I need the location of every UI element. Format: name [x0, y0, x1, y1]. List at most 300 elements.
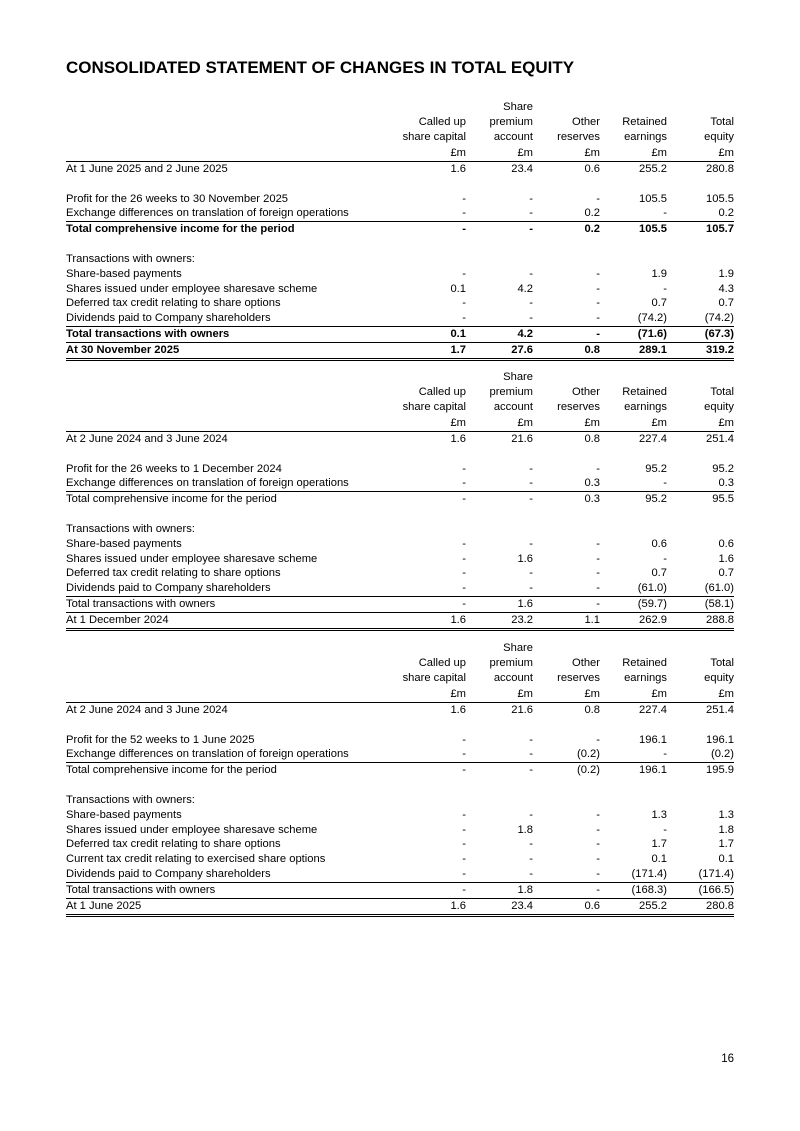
total-row	[66, 882, 734, 898]
cell-value: -	[399, 311, 466, 326]
cell-value: -	[529, 537, 533, 550]
cell-value: 0.3	[584, 493, 600, 506]
cell-value: 1.8	[718, 823, 734, 836]
spacer-row	[66, 177, 734, 192]
cell-value: (58.1)	[667, 597, 734, 613]
cell-value: 1.3	[718, 808, 734, 821]
col-unit: £m	[533, 416, 600, 432]
cell-value: 0.6	[651, 537, 667, 550]
cell-value	[399, 522, 466, 537]
total-row	[66, 327, 734, 343]
cell-value: 0.7	[651, 567, 667, 580]
col-header	[399, 641, 466, 656]
cell-value: -	[462, 853, 466, 866]
cell-value: 251.4	[706, 432, 734, 445]
table-row	[66, 552, 734, 567]
cell-value: -	[596, 537, 600, 550]
col-unit: £m	[533, 687, 600, 703]
table-row	[66, 522, 734, 537]
cell-value: -	[529, 223, 533, 236]
row-label: Current tax credit relating to exercised share options	[66, 853, 326, 866]
cell-value: -	[529, 493, 533, 506]
cell-value: 1.9	[651, 267, 667, 280]
row-label: Shares issued under employee sharesave scheme	[66, 823, 318, 836]
row-label: Profit for the 52 weeks to 1 June 2025	[66, 733, 255, 746]
cell-value: 105.7	[706, 223, 734, 236]
cell-value: 0.8	[584, 703, 600, 716]
cell-value: 0.6	[718, 537, 734, 550]
row-label: Profit for the 26 weeks to 1 December 2024	[66, 462, 282, 475]
cell-value: 4.2	[517, 282, 533, 295]
cell-value: 255.2	[600, 898, 667, 915]
col-header	[600, 370, 667, 385]
col-header: equity	[704, 672, 734, 685]
cell-value	[466, 252, 533, 267]
cell-value: -	[600, 206, 667, 221]
table-row	[66, 282, 734, 297]
cell-value: 0.3	[667, 476, 734, 491]
cell-value: 1.6	[517, 552, 533, 565]
cell-value: 1.6	[450, 162, 466, 175]
cell-value	[533, 522, 600, 537]
cell-value: -	[596, 267, 600, 280]
equity-table-h1-2025	[66, 100, 734, 361]
cell-value: 1.6	[718, 552, 734, 565]
cell-value: (0.2)	[667, 747, 734, 762]
cell-value: -	[529, 267, 533, 280]
cell-value: -	[663, 823, 667, 836]
cell-value: 280.8	[706, 162, 734, 175]
cell-value: 0.7	[651, 297, 667, 310]
row-label: Total transactions with owners	[66, 597, 399, 613]
cell-value: (74.2)	[600, 311, 667, 326]
cell-value: 23.4	[511, 162, 533, 175]
cell-value: (71.6)	[600, 327, 667, 343]
cell-value: 95.2	[645, 493, 667, 506]
cell-value: 0.1	[450, 282, 466, 295]
col-header: Called up	[418, 386, 466, 399]
cell-value: -	[529, 808, 533, 821]
row-label: Total comprehensive income for the period	[66, 493, 277, 506]
row-label: At 2 June 2024 and 3 June 2024	[66, 432, 228, 445]
cell-value: 1.6	[450, 703, 466, 716]
col-unit: £m	[667, 146, 734, 162]
cell-value: -	[529, 192, 533, 205]
cell-value: (0.2)	[533, 747, 600, 762]
col-header: Retained	[622, 386, 667, 399]
cell-value: 4.3	[718, 282, 734, 295]
cell-value: -	[596, 297, 600, 310]
cell-value: (59.7)	[600, 597, 667, 613]
row-label: Total transactions with owners	[66, 327, 399, 343]
row-label: At 1 December 2024	[66, 612, 399, 629]
cell-value: 288.8	[667, 612, 734, 629]
row-label: Total transactions with owners	[66, 882, 399, 898]
cell-value: 1.7	[651, 838, 667, 851]
col-header: Retained	[622, 116, 667, 129]
table-row	[66, 476, 734, 491]
cell-value: 0.7	[718, 297, 734, 310]
cell-value: -	[466, 206, 533, 221]
cell-value: (0.2)	[576, 764, 600, 777]
equity-table-fy-2025	[66, 641, 734, 917]
table-row	[66, 431, 734, 446]
closing-balance-row	[66, 612, 734, 629]
col-header: Other	[572, 657, 600, 670]
cell-value	[667, 522, 734, 537]
cell-value: -	[462, 808, 466, 821]
row-label: Deferred tax credit relating to share options	[66, 838, 281, 851]
table-row	[66, 837, 734, 852]
spacer-row	[66, 778, 734, 793]
cell-value: -	[596, 192, 600, 205]
total-row	[66, 597, 734, 613]
cell-value: 195.9	[706, 764, 734, 777]
cell-value: -	[399, 882, 466, 898]
cell-value: (61.0)	[667, 581, 734, 596]
col-unit: £m	[600, 687, 667, 703]
col-unit: £m	[466, 146, 533, 162]
row-label: At 30 November 2025	[66, 342, 399, 359]
col-header: Share	[503, 642, 533, 654]
column-header-line-1	[66, 100, 734, 115]
col-header	[667, 100, 734, 115]
cell-value: -	[596, 552, 600, 565]
cell-value: -	[462, 462, 466, 475]
cell-value: (61.0)	[600, 581, 667, 596]
col-header: premium	[489, 657, 533, 670]
cell-value: 227.4	[639, 703, 667, 716]
column-header-line-2	[66, 115, 734, 130]
col-header	[533, 100, 600, 115]
cell-value: -	[663, 552, 667, 565]
cell-value: -	[466, 476, 533, 491]
column-header-line-1	[66, 641, 734, 656]
cell-value	[399, 252, 466, 267]
col-unit: £m	[399, 687, 466, 703]
cell-value: -	[462, 537, 466, 550]
cell-value: -	[533, 581, 600, 596]
row-label: At 1 June 2025 and 2 June 2025	[66, 162, 228, 175]
cell-value: 0.3	[533, 476, 600, 491]
cell-value: 0.1	[399, 327, 466, 343]
equity-table-h1-2024	[66, 370, 734, 631]
cell-value: -	[466, 581, 533, 596]
row-label: Transactions with owners:	[66, 252, 195, 265]
cell-value: 0.2	[584, 223, 600, 236]
col-unit: £m	[399, 416, 466, 432]
cell-value: -	[529, 733, 533, 746]
table-row	[66, 296, 734, 311]
col-unit: £m	[667, 416, 734, 432]
col-header: earnings	[624, 401, 667, 414]
row-label: Exchange differences on translation of foreign operations	[66, 206, 399, 221]
col-header: share capital	[402, 131, 466, 144]
column-header-line-1	[66, 370, 734, 385]
cell-value: 0.7	[718, 567, 734, 580]
cell-value	[399, 793, 466, 808]
cell-value: -	[596, 853, 600, 866]
col-header: share capital	[402, 401, 466, 414]
col-header	[399, 370, 466, 385]
col-header	[533, 370, 600, 385]
cell-value: -	[529, 462, 533, 475]
cell-value: -	[596, 567, 600, 580]
col-header: Called up	[418, 657, 466, 670]
cell-value: -	[663, 282, 667, 295]
column-header-line-2	[66, 385, 734, 400]
table-row	[66, 537, 734, 552]
row-label: Share-based payments	[66, 808, 182, 821]
cell-value: -	[466, 311, 533, 326]
cell-value: -	[462, 192, 466, 205]
spacer-row	[66, 718, 734, 733]
row-label: Dividends paid to Company shareholders	[66, 581, 399, 596]
spacer-row	[66, 237, 734, 252]
cell-value	[667, 793, 734, 808]
column-header-line-3	[66, 671, 734, 686]
cell-value: -	[462, 838, 466, 851]
col-header: Share	[503, 101, 533, 113]
row-label: Total comprehensive income for the period	[66, 764, 277, 777]
col-header: equity	[704, 131, 734, 144]
cell-value: -	[533, 882, 600, 898]
cell-value: 105.5	[706, 192, 734, 205]
cell-value	[600, 522, 667, 537]
col-header	[600, 100, 667, 115]
table-row	[66, 823, 734, 838]
cell-value: -	[600, 747, 667, 762]
row-label: Profit for the 26 weeks to 30 November 2025	[66, 192, 289, 205]
table-row	[66, 867, 734, 882]
cell-value	[466, 522, 533, 537]
cell-value: -	[529, 297, 533, 310]
cell-value: -	[462, 223, 466, 236]
cell-value: (168.3)	[600, 882, 667, 898]
table-row	[66, 462, 734, 477]
cell-value: 0.1	[651, 853, 667, 866]
cell-value: -	[596, 282, 600, 295]
row-label: Shares issued under employee sharesave scheme	[66, 282, 318, 295]
cell-value: 227.4	[639, 432, 667, 445]
col-header: premium	[489, 116, 533, 129]
column-header-line-3	[66, 400, 734, 415]
cell-value: (74.2)	[667, 311, 734, 326]
cell-value: 0.6	[584, 162, 600, 175]
cell-value: -	[529, 567, 533, 580]
row-label: Share-based payments	[66, 537, 182, 550]
spacer-row	[66, 447, 734, 462]
col-unit: £m	[399, 146, 466, 162]
col-header: Total	[710, 116, 734, 129]
cell-value: 21.6	[511, 432, 533, 445]
cell-value: -	[466, 867, 533, 882]
cell-value: 280.8	[667, 898, 734, 915]
col-header: share capital	[402, 672, 466, 685]
col-header: reserves	[557, 672, 600, 685]
row-label: At 2 June 2024 and 3 June 2024	[66, 703, 228, 716]
col-header: account	[493, 131, 533, 144]
cell-value: 1.3	[651, 808, 667, 821]
cell-value: 1.6	[450, 432, 466, 445]
cell-value: 1.8	[466, 882, 533, 898]
row-label: Shares issued under employee sharesave scheme	[66, 552, 318, 565]
total-row	[66, 222, 734, 237]
col-header	[667, 370, 734, 385]
table-row	[66, 206, 734, 221]
cell-value	[466, 793, 533, 808]
cell-value: 1.6	[466, 597, 533, 613]
cell-value: 1.6	[399, 898, 466, 915]
cell-value: -	[596, 808, 600, 821]
cell-value: 95.2	[645, 462, 667, 475]
cell-value: -	[462, 297, 466, 310]
cell-value: 95.2	[712, 462, 734, 475]
cell-value: 289.1	[600, 342, 667, 359]
cell-value	[600, 252, 667, 267]
cell-value: 0.2	[667, 206, 734, 221]
col-header: premium	[489, 386, 533, 399]
total-row	[66, 492, 734, 507]
cell-value	[600, 793, 667, 808]
col-header: account	[493, 672, 533, 685]
cell-value: -	[462, 567, 466, 580]
cell-value: 27.6	[466, 342, 533, 359]
cell-value	[533, 252, 600, 267]
col-header	[533, 641, 600, 656]
cell-value: 319.2	[667, 342, 734, 359]
table-row	[66, 808, 734, 823]
cell-value: 0.8	[584, 432, 600, 445]
cell-value: -	[529, 764, 533, 777]
column-header-units	[66, 687, 734, 703]
cell-value: 1.9	[718, 267, 734, 280]
table-row	[66, 793, 734, 808]
cell-value: -	[399, 581, 466, 596]
col-header: Retained	[622, 657, 667, 670]
col-header: Other	[572, 386, 600, 399]
cell-value: -	[462, 823, 466, 836]
row-label: Share-based payments	[66, 267, 182, 280]
cell-value: 105.5	[639, 192, 667, 205]
cell-value: (171.4)	[667, 867, 734, 882]
table-row	[66, 311, 734, 326]
cell-value: 0.6	[533, 898, 600, 915]
col-header: earnings	[624, 131, 667, 144]
cell-value: -	[596, 823, 600, 836]
closing-balance-row	[66, 342, 734, 359]
cell-value: 196.1	[706, 733, 734, 746]
cell-value: 1.6	[399, 612, 466, 629]
cell-value	[667, 252, 734, 267]
cell-value: -	[533, 867, 600, 882]
row-label: Transactions with owners:	[66, 793, 195, 806]
cell-value: (166.5)	[667, 882, 734, 898]
col-unit: £m	[667, 687, 734, 703]
row-label: Exchange differences on translation of foreign operations	[66, 747, 399, 762]
column-header-units	[66, 146, 734, 162]
table-row	[66, 747, 734, 762]
cell-value: 1.1	[533, 612, 600, 629]
cell-value: 0.8	[533, 342, 600, 359]
cell-value: -	[462, 493, 466, 506]
cell-value: 1.8	[517, 823, 533, 836]
table-row	[66, 702, 734, 717]
row-label: Dividends paid to Company shareholders	[66, 311, 399, 326]
table-row	[66, 192, 734, 207]
cell-value: 251.4	[706, 703, 734, 716]
cell-value: -	[462, 764, 466, 777]
table-row	[66, 267, 734, 282]
column-header-line-2	[66, 656, 734, 671]
cell-value: -	[399, 867, 466, 882]
cell-value: -	[399, 476, 466, 491]
cell-value: -	[399, 747, 466, 762]
cell-value: -	[529, 853, 533, 866]
col-header: equity	[704, 401, 734, 414]
row-label: Dividends paid to Company shareholders	[66, 867, 399, 882]
cell-value: 23.4	[466, 898, 533, 915]
cell-value: -	[399, 597, 466, 613]
col-header: reserves	[557, 131, 600, 144]
row-label: Exchange differences on translation of foreign operations	[66, 476, 399, 491]
col-unit: £m	[466, 687, 533, 703]
cell-value: 105.5	[639, 223, 667, 236]
row-label: Transactions with owners:	[66, 522, 195, 535]
cell-value: -	[533, 311, 600, 326]
cell-value: (171.4)	[600, 867, 667, 882]
page-number: 16	[721, 1053, 734, 1065]
column-header-line-3	[66, 130, 734, 145]
row-label: Total comprehensive income for the period	[66, 223, 295, 236]
row-label: Deferred tax credit relating to share options	[66, 567, 281, 580]
cell-value: 23.2	[466, 612, 533, 629]
table-row	[66, 252, 734, 267]
statement-title: CONSOLIDATED STATEMENT OF CHANGES IN TOTAL EQUITY	[66, 58, 575, 77]
cell-value: -	[596, 838, 600, 851]
row-label: Deferred tax credit relating to share options	[66, 297, 281, 310]
cell-value: 95.5	[712, 493, 734, 506]
table-row	[66, 161, 734, 176]
col-header: earnings	[624, 672, 667, 685]
col-unit: £m	[600, 146, 667, 162]
cell-value: (67.3)	[667, 327, 734, 343]
table-row	[66, 566, 734, 581]
cell-value: -	[600, 476, 667, 491]
cell-value: -	[596, 733, 600, 746]
spacer-row	[66, 507, 734, 522]
cell-value: 0.1	[718, 853, 734, 866]
cell-value	[533, 793, 600, 808]
cell-value: -	[462, 267, 466, 280]
table-row	[66, 852, 734, 867]
col-unit: £m	[600, 416, 667, 432]
cell-value: -	[529, 838, 533, 851]
cell-value: 21.6	[511, 703, 533, 716]
col-unit: £m	[466, 416, 533, 432]
col-header: reserves	[557, 401, 600, 414]
cell-value: -	[462, 552, 466, 565]
table-row	[66, 581, 734, 596]
total-row	[66, 763, 734, 778]
cell-value: 1.7	[718, 838, 734, 851]
col-header	[600, 641, 667, 656]
cell-value: -	[466, 747, 533, 762]
cell-value: 4.2	[466, 327, 533, 343]
col-header: Other	[572, 116, 600, 129]
cell-value: 255.2	[639, 162, 667, 175]
closing-balance-row	[66, 898, 734, 915]
